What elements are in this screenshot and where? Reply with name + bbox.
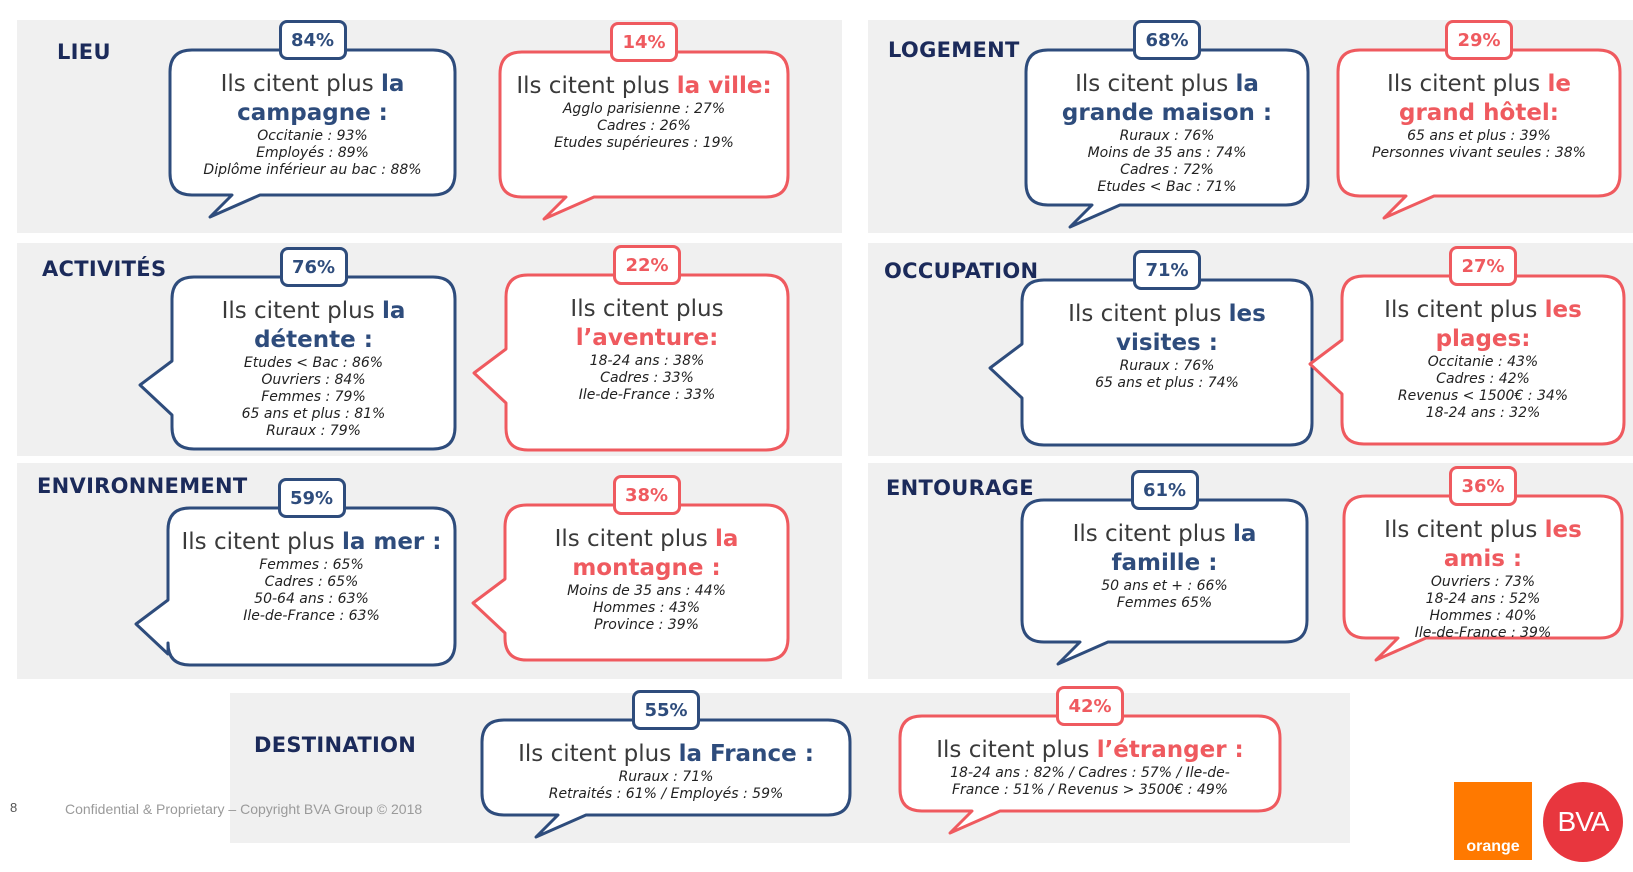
headline-prefix: Ils citent plus (220, 71, 382, 97)
detail-line: Cadres : 33% (600, 370, 694, 386)
headline-emphasis: la campagne : (237, 71, 405, 126)
detail-line: Femmes : 79% (261, 389, 366, 405)
speech-bubble (1026, 29, 1308, 205)
detail-line: Hommes : 40% (1429, 608, 1537, 624)
section-title: LOGEMENT (888, 38, 1020, 62)
headline-emphasis: le grand hôtel: (1398, 71, 1571, 126)
headline-emphasis: la France : (678, 741, 814, 767)
percentage-badge: 59% (278, 478, 346, 518)
detail-line: 65 ans et plus : 39% (1407, 128, 1551, 144)
headline-emphasis: la montagne : (572, 526, 739, 581)
detail-line: Cadres : 72% (1120, 162, 1214, 178)
speech-bubble (505, 484, 788, 660)
detail-line: Agglo parisienne : 27% (562, 101, 726, 117)
detail-line: Moins de 35 ans : 44% (567, 583, 726, 599)
detail-line: 18-24 ans : 32% (1425, 405, 1541, 421)
bubble-details (203, 128, 421, 179)
bubble-details (1101, 578, 1227, 612)
headline-emphasis: les amis : (1443, 517, 1582, 572)
detail-line: 18-24 ans : 38% (589, 353, 705, 369)
bubble-content (172, 277, 455, 449)
headline-emphasis: les plages: (1435, 297, 1582, 352)
percentage-badge: 68% (1133, 20, 1201, 60)
detail-line: Ouvriers : 84% (261, 372, 366, 388)
percentage-badge: 27% (1449, 246, 1517, 286)
percentage-badge: 55% (632, 690, 700, 730)
bubble-details (1372, 128, 1586, 162)
percentage-badge: 29% (1445, 20, 1513, 60)
detail-line: Ile-de-France : 63% (243, 608, 380, 624)
detail-line: Ruraux : 76% (1119, 128, 1215, 144)
detail-line: Etudes < Bac : 86% (243, 355, 384, 371)
detail-line: Ruraux : 79% (266, 423, 361, 439)
detail-line: Etudes < Bac : 71% (1097, 179, 1237, 195)
bubble-content (168, 508, 455, 665)
headline-emphasis: l’étranger : (1096, 737, 1244, 763)
bubble-details (243, 557, 380, 625)
speech-bubble (1022, 259, 1312, 445)
headline-prefix: Ils citent plus (554, 526, 716, 552)
detail-line: Ruraux : 71% (618, 769, 714, 785)
bubble-content (1344, 496, 1622, 641)
bubble-content (1338, 50, 1620, 196)
bubble-content (1342, 276, 1624, 444)
section-title: ENTOURAGE (886, 476, 1034, 500)
bubble-headline (182, 528, 442, 557)
bubble-headline (1032, 300, 1302, 358)
headline-emphasis: la détente : (254, 298, 406, 353)
headline-emphasis: la mer : (341, 529, 442, 555)
detail-line: Hommes : 43% (592, 600, 700, 616)
section-title: DESTINATION (254, 733, 417, 757)
detail-line: Personnes vivant seules : 38% (1372, 145, 1586, 161)
detail-line: Retraités : 61% / Employés : 59% (548, 786, 784, 802)
bubble-headline (518, 740, 814, 769)
bubble-content (482, 720, 850, 815)
detail-line: Ouvriers : 73% (1430, 574, 1536, 590)
bubble-headline (1348, 70, 1610, 128)
bubble-content (1026, 50, 1308, 205)
speech-bubble (1338, 29, 1620, 196)
bubble-details (1415, 574, 1552, 642)
headline-prefix: Ils citent plus (936, 737, 1097, 763)
speech-bubble (482, 699, 850, 815)
bubble-headline (936, 736, 1244, 765)
bubble-content (900, 716, 1280, 811)
detail-line: Ruraux : 76% (1119, 358, 1215, 374)
headline-emphasis: la ville: (676, 73, 772, 99)
section-title: OCCUPATION (884, 259, 1039, 283)
headline-prefix: Ils citent plus (221, 298, 383, 324)
bubble-content (505, 505, 788, 660)
bubble-details (1398, 354, 1568, 422)
bubble-details (554, 101, 734, 152)
percentage-badge: 76% (280, 247, 348, 287)
bva-logo (1543, 782, 1623, 862)
headline-prefix: Ils citent plus (181, 529, 342, 555)
copyright-text: Confidential & Proprietary – Copyright BVA Group © 2018 (65, 801, 423, 817)
speech-bubble (172, 256, 455, 449)
detail-line: Ile-de-France : 39% (1414, 625, 1552, 641)
bubble-headline (516, 295, 778, 353)
bubble-details (579, 353, 716, 404)
bubble-content (1022, 500, 1307, 642)
bubble-content (1022, 280, 1312, 445)
headline-prefix: Ils citent plus (1068, 301, 1229, 327)
detail-line: Cadres : 42% (1436, 371, 1530, 387)
percentage-badge: 71% (1133, 250, 1201, 290)
detail-line: Province : 39% (594, 617, 699, 633)
headline-prefix: Ils citent plus (1075, 71, 1236, 97)
detail-line: Occitanie : 43% (1427, 354, 1539, 370)
bubble-headline (180, 70, 445, 128)
headline-prefix: Ils citent plus (516, 73, 677, 99)
bubble-headline (1352, 296, 1614, 354)
headline-emphasis: l’aventure: (575, 325, 719, 351)
bubble-content (506, 275, 788, 450)
speech-bubble (506, 254, 788, 450)
percentage-badge: 22% (613, 245, 681, 285)
section-title: ENVIRONNEMENT (37, 474, 248, 498)
bubble-headline (1032, 520, 1297, 578)
headline-emphasis: la grande maison : (1061, 71, 1273, 126)
orange-logo (1454, 782, 1532, 860)
percentage-badge: 38% (613, 475, 681, 515)
speech-bubble (1022, 479, 1307, 642)
headline-prefix: Ils citent plus (570, 296, 724, 322)
detail-line: Cadres : 26% (597, 118, 691, 134)
bubble-headline (515, 525, 778, 583)
section-title: LIEU (57, 40, 111, 64)
detail-line: 65 ans et plus : 74% (1095, 375, 1239, 391)
detail-line: Femmes 65% (1116, 595, 1213, 611)
headline-prefix: Ils citent plus (1384, 517, 1545, 543)
page-number: 8 (10, 800, 18, 815)
detail-line: 50-64 ans : 63% (254, 591, 369, 607)
headline-prefix: Ils citent plus (1387, 71, 1548, 97)
percentage-badge: 42% (1056, 686, 1124, 726)
detail-line: France : 51% / Revenus > 3500€ : 49% (951, 782, 1229, 798)
bubble-headline (1036, 70, 1298, 128)
detail-line: Diplôme inférieur au bac : 88% (203, 162, 422, 178)
detail-line: Moins de 35 ans : 74% (1087, 145, 1247, 161)
detail-line: 65 ans et plus : 81% (241, 406, 386, 422)
bubble-details (1088, 128, 1247, 196)
headline-emphasis: la famille : (1111, 521, 1257, 576)
speech-bubble (1342, 255, 1624, 444)
detail-line: 18-24 ans : 82% / Cadres : 57% / Ile-de- (950, 765, 1230, 781)
bubble-details (242, 355, 386, 440)
bubble-headline (1354, 516, 1612, 574)
detail-line: 50 ans et + : 66% (1101, 578, 1228, 594)
speech-bubble (168, 487, 455, 665)
bva-logo-text: BVA (1557, 806, 1609, 837)
bubble-content (500, 52, 788, 197)
bubble-details (567, 583, 726, 634)
bubble-headline (182, 297, 445, 355)
headline-prefix: Ils citent plus (518, 741, 679, 767)
headline-prefix: Ils citent plus (1072, 521, 1234, 547)
orange-logo-text: orange (1466, 838, 1520, 855)
percentage-badge: 61% (1131, 470, 1199, 510)
headline-emphasis: les visites : (1116, 301, 1266, 356)
section-title: ACTIVITÉS (42, 257, 167, 281)
detail-line: Revenus < 1500€ : 34% (1397, 388, 1569, 404)
bubble-content (170, 50, 455, 195)
detail-line: 18-24 ans : 52% (1425, 591, 1541, 607)
detail-line: Etudes supérieures : 19% (554, 135, 734, 151)
speech-bubble (900, 695, 1280, 811)
detail-line: Occitanie : 93% (257, 128, 368, 144)
percentage-badge: 84% (279, 20, 347, 60)
detail-line: Employés : 89% (256, 145, 369, 161)
bubble-details (1095, 358, 1239, 392)
detail-line: Cadres : 65% (264, 574, 359, 590)
percentage-badge: 14% (610, 22, 678, 62)
bubble-details (549, 769, 784, 803)
bubble-headline (516, 72, 771, 101)
detail-line: Femmes : 65% (259, 557, 364, 573)
headline-prefix: Ils citent plus (1384, 297, 1545, 323)
bubble-details (950, 765, 1230, 799)
speech-bubble (500, 31, 788, 197)
speech-bubble (170, 29, 455, 195)
detail-line: Ile-de-France : 33% (578, 387, 716, 403)
percentage-badge: 36% (1449, 466, 1517, 506)
speech-bubble (1344, 475, 1622, 641)
